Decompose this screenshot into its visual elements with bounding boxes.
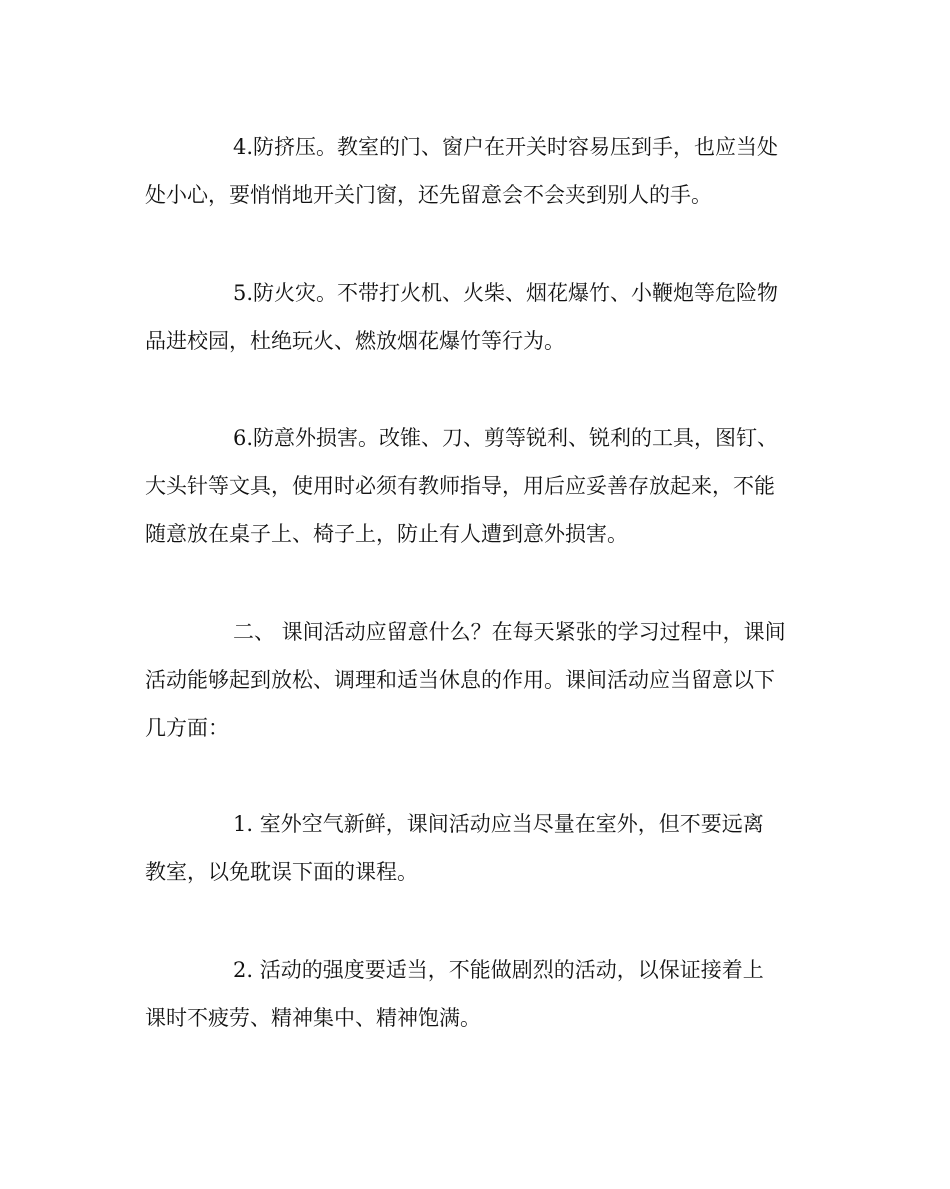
paragraph-line: 5.防火灾。不带打火机、火柴、烟花爆竹、小鞭炮等危险物 xyxy=(233,281,779,305)
paragraph-line: 随意放在桌子上、椅子上，防止有人遭到意外损害。 xyxy=(145,522,628,546)
paragraph-line: 4.防挤压。教室的门、窗户在开关时容易压到手，也应当处 xyxy=(233,135,779,159)
paragraph-line: 处小心，要悄悄地开关门窗，还先留意会不会夹到别人的手。 xyxy=(145,183,712,207)
paragraph-line: 教室，以免耽误下面的课程。 xyxy=(145,860,418,884)
paragraph-line: 课时不疲劳、精神集中、精神饱满。 xyxy=(145,1006,481,1030)
paragraph-line: 大头针等文具，使用时必须有教师指导，用后应妥善存放起来，不能 xyxy=(145,474,775,498)
paragraph-line: 活动能够起到放松、调理和适当休息的作用。课间活动应当留意以下 xyxy=(145,668,775,692)
paragraph-line: 2. 活动的强度要适当，不能做剧烈的活动，以保证接着上 xyxy=(233,958,764,982)
paragraph-line: 二、 课间活动应留意什么？在每天紧张的学习过程中，课间 xyxy=(233,620,786,644)
paragraph-line: 几方面： xyxy=(145,716,229,740)
paragraph-line: 6.防意外损害。改锥、刀、剪等锐利、锐利的工具，图钉、 xyxy=(233,426,779,450)
paragraph-line: 品进校园，杜绝玩火、燃放烟花爆竹等行为。 xyxy=(145,329,565,353)
paragraph-line: 1. 室外空气新鲜，课间活动应当尽量在室外，但不要远离 xyxy=(233,812,764,836)
